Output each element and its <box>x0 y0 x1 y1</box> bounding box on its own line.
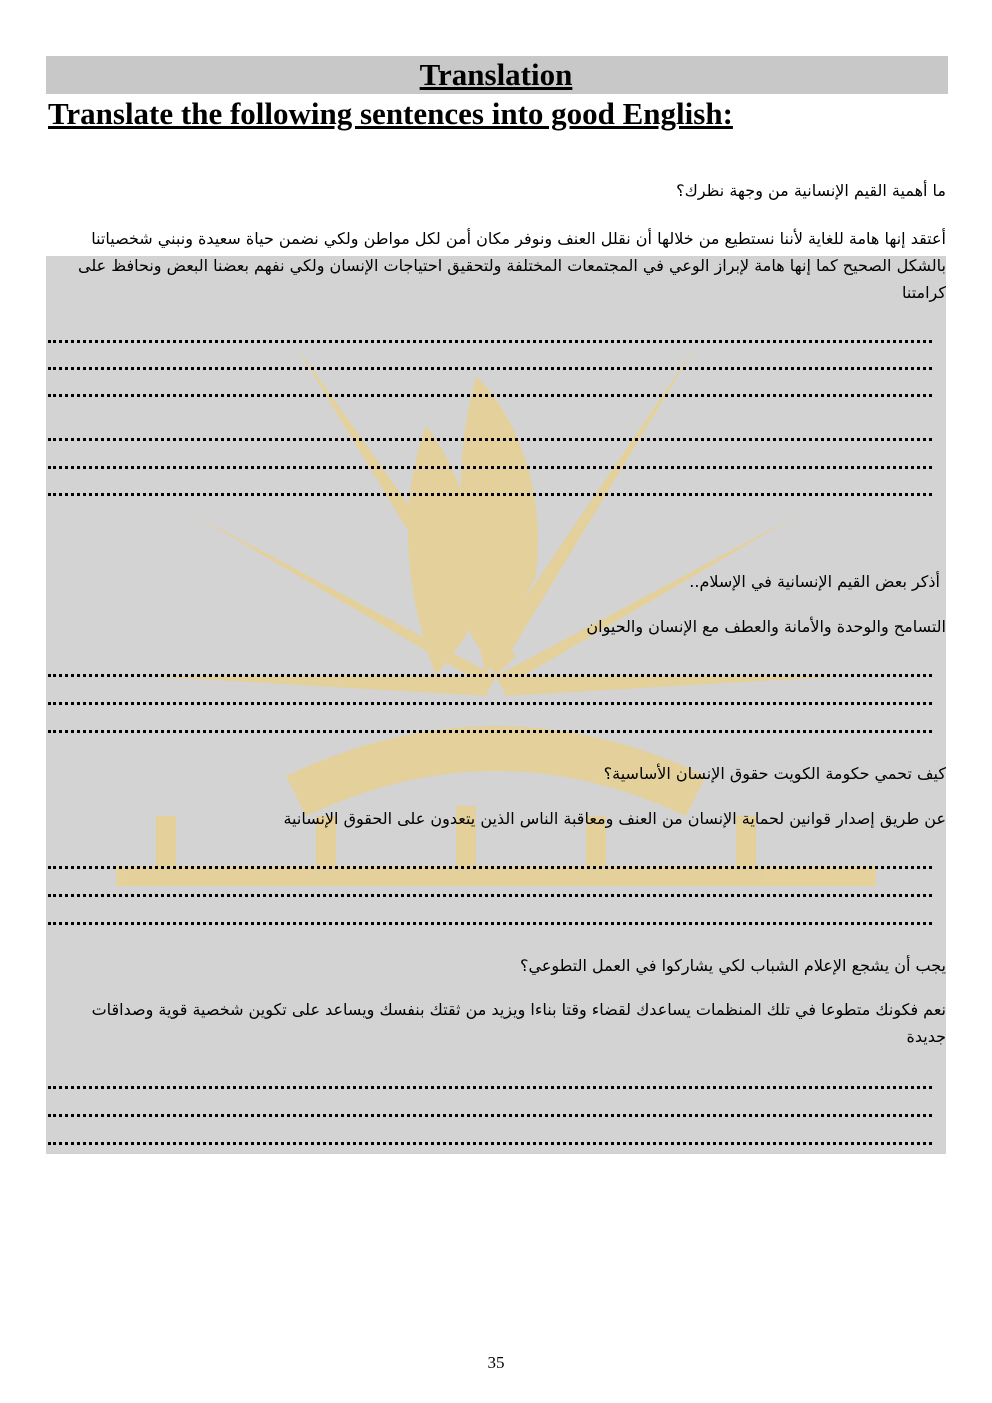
answer-line[interactable] <box>48 340 932 343</box>
answer-line[interactable] <box>48 1142 932 1145</box>
answer-line[interactable] <box>48 1086 932 1089</box>
answer-line[interactable] <box>48 466 932 469</box>
question-3: كيف تحمي حكومة الكويت حقوق الإنسان الأساسية؟ <box>603 764 946 783</box>
answer-line[interactable] <box>48 367 932 370</box>
answer-line[interactable] <box>48 702 932 705</box>
answer-4: نعم فكونك متطوعا في تلك المنظمات يساعدك لقضاء وقتا بناءا ويزيد من ثقتك بنفسك ويساعد على تكوين شخصية قوية وصداقات جديدة <box>91 1000 946 1046</box>
answer-1: أعتقد إنها هامة للغاية لأننا نستطيع من خلالها أن نقلل العنف ونوفر مكان أمن لكل مواطن ولكي نضمن حياة سعيدة ونبني شخصياتنا بالشكل الصحيح كما إنها هامة لإبراز الوعي في المجتمعات المختلفة ولتحقيق احتياجات الإنسان ولكي نفهم بعضنا البعض ونحافظ على كرامتنا <box>78 229 946 302</box>
answer-line[interactable] <box>48 438 932 441</box>
answer-2: التسامح والوحدة والأمانة والعطف مع الإنسان والحيوان <box>586 617 946 636</box>
answer-line[interactable] <box>48 493 932 496</box>
page-title: Translation <box>419 57 573 92</box>
question-1: ما أهمية القيم الإنسانية من وجهة نظرك؟ <box>676 181 946 200</box>
answer-line[interactable] <box>48 1114 932 1117</box>
instruction-heading: Translate the following sentences into good English: <box>48 96 733 131</box>
page-number: 35 <box>487 1353 505 1372</box>
answer-line[interactable] <box>48 394 932 397</box>
question-2: أذكر بعض القيم الإنسانية في الإسلام.. <box>689 572 940 591</box>
answer-line[interactable] <box>48 674 932 677</box>
answer-line[interactable] <box>48 866 932 869</box>
answer-line[interactable] <box>48 730 932 733</box>
answer-3: عن طريق إصدار قوانين لحماية الإنسان من العنف ومعاقبة الناس الذين يتعدون على الحقوق الإنسانية <box>283 809 946 828</box>
answer-line[interactable] <box>48 922 932 925</box>
answer-line[interactable] <box>48 894 932 897</box>
question-4: يجب أن يشجع الإعلام الشباب لكي يشاركوا في العمل التطوعي؟ <box>520 956 946 975</box>
